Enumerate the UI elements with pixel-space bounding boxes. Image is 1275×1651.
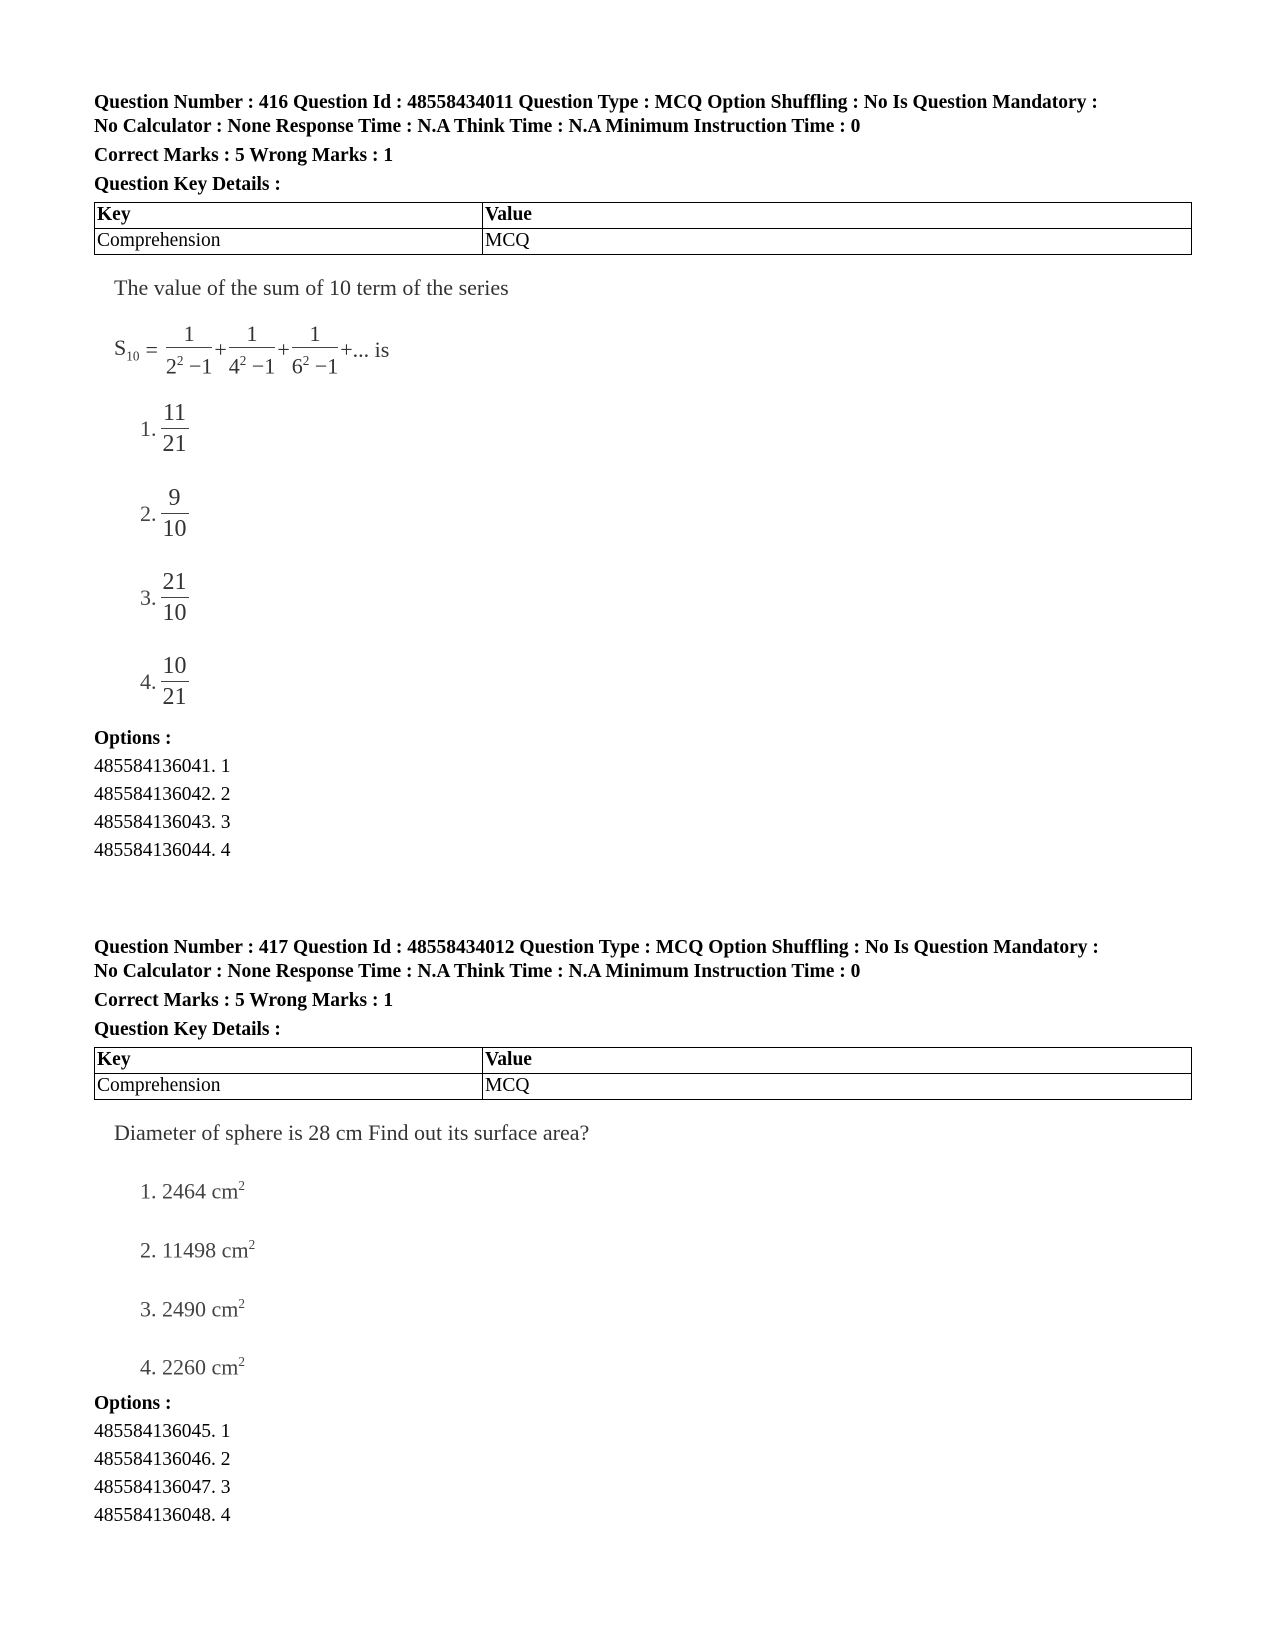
key-details-table bbox=[94, 202, 1192, 255]
option-item: 485584136046. 2 bbox=[94, 1449, 231, 1470]
series-term-2: 1 $4^2 -1$ bbox=[228, 321, 276, 379]
key-details-label: Question Key Details : bbox=[94, 174, 281, 195]
option-item: 485584136048. 4 bbox=[94, 1505, 231, 1526]
option-item: 485584136047. 3 bbox=[94, 1477, 231, 1498]
key-details-label: Question Key Details : bbox=[94, 1019, 281, 1040]
marks: Correct Marks : 5 Wrong Marks : 1 bbox=[94, 145, 394, 166]
table-cell-value: MCQ bbox=[483, 1074, 1192, 1100]
question-text: Diameter of sphere is 28 cm Find out its surface area? bbox=[114, 1120, 590, 1145]
answer-choice-3: 3. 2490 $cm^2$ bbox=[140, 1296, 245, 1322]
answer-choice-2: 2. 11498 $cm^2$ bbox=[140, 1237, 256, 1263]
question-body bbox=[94, 255, 1192, 725]
meta-line-2: No Calculator : None Response Time : N.A Think Time : N.A Minimum Instruction Time : 0 bbox=[94, 961, 861, 982]
meta-line-2: No Calculator : None Response Time : N.A Think Time : N.A Minimum Instruction Time : 0 bbox=[94, 116, 861, 137]
answer-choice-3: 3. $\frac{21}{10}$ bbox=[140, 569, 187, 626]
options-label: Options : bbox=[94, 1393, 172, 1414]
answer-choice-1: 1. $\frac{11}{21}$ bbox=[140, 400, 187, 457]
question-416 bbox=[94, 91, 1192, 865]
series-lhs: $S_{10}$ bbox=[114, 335, 140, 364]
option-item: 485584136045. 1 bbox=[94, 1421, 231, 1442]
series-formula bbox=[114, 321, 389, 379]
options-block bbox=[94, 725, 1192, 865]
table-header-row bbox=[95, 1048, 1192, 1074]
option-item: 485584136041. 1 bbox=[94, 756, 231, 777]
answer-choice-1: 1. 2464 $cm^2$ bbox=[140, 1178, 245, 1204]
plus-sign: + bbox=[214, 337, 227, 363]
series-term-1: 1 $2^2 -1$ bbox=[165, 321, 213, 379]
option-item: 485584136042. 2 bbox=[94, 784, 231, 805]
meta-line-1: Question Number : 417 Question Id : 48558434012 Question Type : MCQ Option Shuffling : No Is Question Mandatory : bbox=[94, 937, 1099, 958]
answer-choice-4: 4. $\frac{10}{21}$ bbox=[140, 653, 187, 710]
answer-choice-2: 2. $\frac{9}{10}$ bbox=[140, 485, 187, 542]
table-row bbox=[95, 1074, 1192, 1100]
option-item: 485584136044. 4 bbox=[94, 840, 231, 861]
meta-line-1: Question Number : 416 Question Id : 48558434011 Question Type : MCQ Option Shuffling : No Is Question Mandatory : bbox=[94, 92, 1098, 113]
series-term-3: 1 $6^2 -1$ bbox=[291, 321, 339, 379]
answer-choice-4: 4. 2260 $cm^2$ bbox=[140, 1354, 245, 1380]
option-item: 485584136043. 3 bbox=[94, 812, 231, 833]
marks: Correct Marks : 5 Wrong Marks : 1 bbox=[94, 990, 394, 1011]
question-meta bbox=[94, 91, 1192, 139]
question-body bbox=[94, 1100, 1192, 1390]
question-417 bbox=[94, 936, 1192, 1530]
table-header-key: Key bbox=[95, 1048, 483, 1074]
options-block bbox=[94, 1390, 1192, 1530]
options-label: Options : bbox=[94, 728, 172, 749]
table-header-value: Value bbox=[483, 1048, 1192, 1074]
table-cell-key: Comprehension bbox=[95, 1074, 483, 1100]
question-text: The value of the sum of 10 term of the series bbox=[114, 275, 509, 300]
table-header-key: Key bbox=[95, 203, 483, 229]
table-cell-value: MCQ bbox=[483, 229, 1192, 255]
table-header-value: Value bbox=[483, 203, 1192, 229]
question-meta bbox=[94, 936, 1192, 984]
equals-sign: = bbox=[145, 337, 158, 363]
series-tail: +... is bbox=[340, 337, 390, 363]
table-row bbox=[95, 229, 1192, 255]
key-details-table bbox=[94, 1047, 1192, 1100]
plus-sign: + bbox=[277, 337, 290, 363]
table-cell-key: Comprehension bbox=[95, 229, 483, 255]
table-header-row bbox=[95, 203, 1192, 229]
